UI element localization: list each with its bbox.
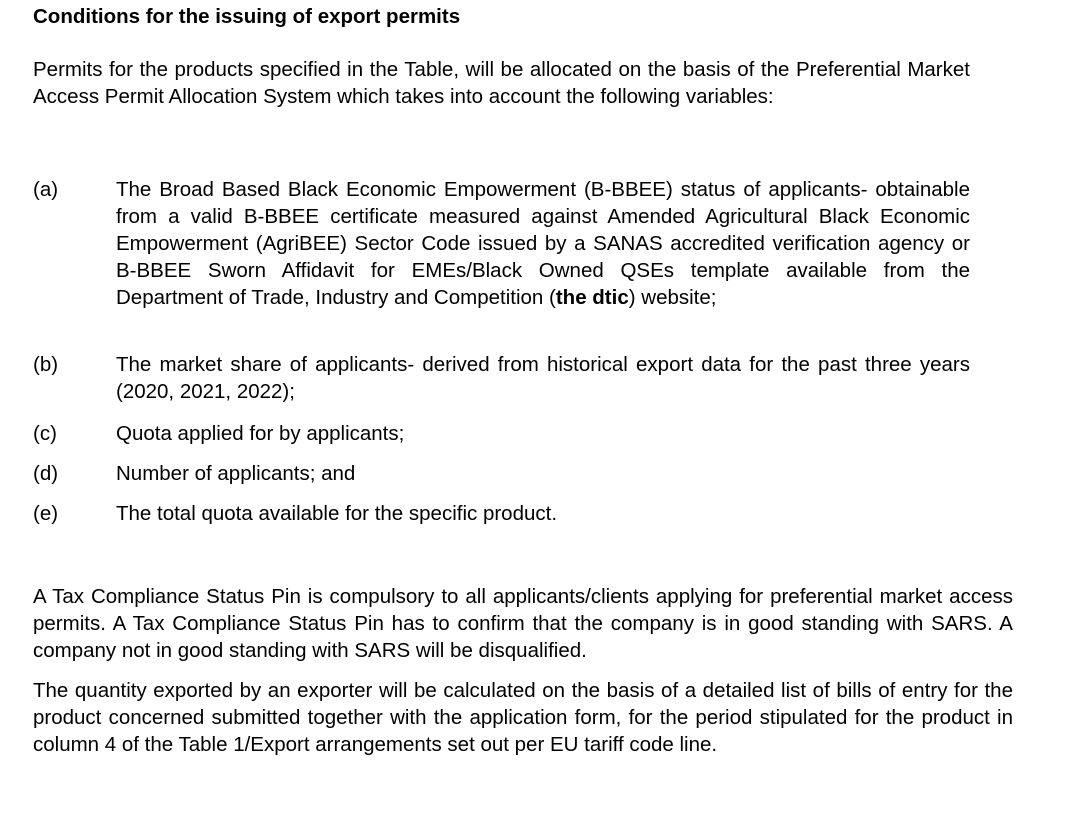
list-marker-b: (b): [33, 353, 59, 376]
list-marker-c: (c): [33, 422, 57, 445]
list-text-d: Number of applicants; and: [116, 462, 356, 485]
quantity-exported-paragraph: The quantity exported by an exporter will be calculated on the basis of a detailed list of bills of entry for the product concerned submitted together with the application form, for the period stipulated for the product in column 4 of the Table 1/Export arrangements set out per EU tariff code line.: [33, 679, 1013, 756]
list-text-b: The market share of applicants- derived from historical export data for the past three years (2020, 2021, 2022);: [116, 353, 970, 403]
tax-compliance-paragraph: A Tax Compliance Status Pin is compulsory to all applicants/clients applying for preferential market access permits. A Tax Compliance Status Pin has to confirm that the company is in good standing with SARS. A company not in good standing with SARS will be disqualified.: [33, 585, 1013, 662]
list-text-e: The total quota available for the specific product.: [116, 502, 558, 525]
list-text-c: Quota applied for by applicants;: [116, 422, 405, 445]
list-text-a: [116, 176, 970, 311]
section-heading: Conditions for the issuing of export permits: [33, 5, 461, 28]
list-text-a-part2: ) website;: [628, 286, 717, 309]
dtic-bold-text: the dtic: [555, 286, 629, 309]
list-marker-a: (a): [33, 178, 59, 201]
list-text-a-part1: The Broad Based Black Economic Empowerment (B-BBEE) status of applicants- obtainable from a valid B-BBEE certificate measured against Amended Agricultural Black Economic Empowerment (AgriBEE) Sector Code issued by a SANAS accredited verification agency or B-BBEE Sworn Affidavit for EMEs/Black Owned QSEs template available from the Department of Trade, Industry and Competition (: [116, 178, 970, 309]
intro-paragraph: Permits for the products specified in the Table, will be allocated on the basis of the Preferential Market Access Permit Allocation System which takes into account the following variables:: [33, 58, 970, 108]
list-marker-d: (d): [33, 462, 59, 485]
list-marker-e: (e): [33, 502, 59, 525]
